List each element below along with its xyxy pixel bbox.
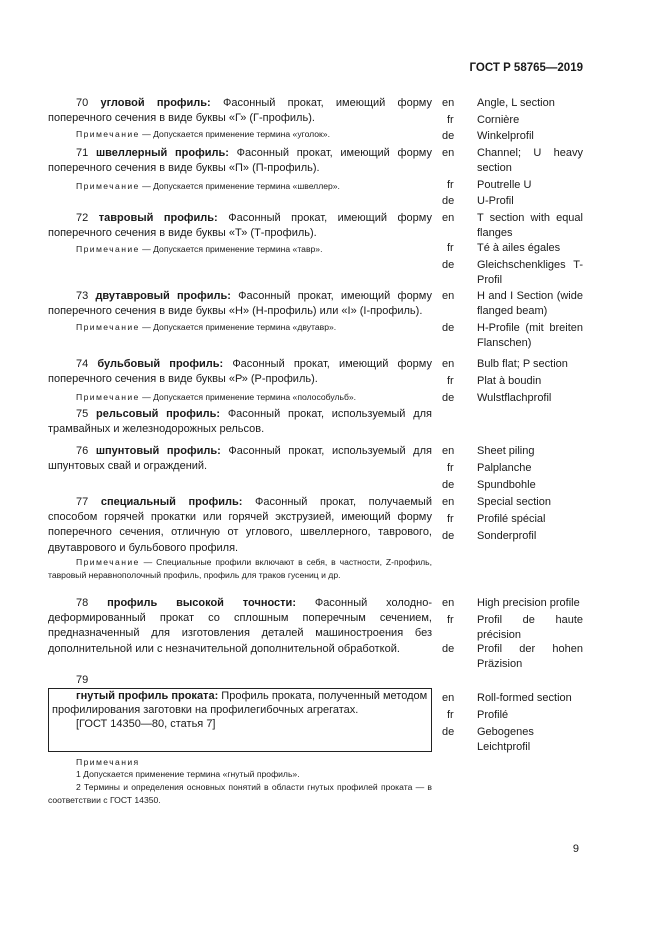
lang-term: Special section [477, 496, 551, 508]
lang-term: H-Profile (mit breiten Flanschen) [477, 322, 583, 349]
term-number: 73 [76, 290, 89, 302]
lang-code: de [442, 322, 455, 334]
term-note-70 [48, 128, 432, 141]
term-number: 72 [76, 212, 89, 224]
term-definition: Фасонный прокат, используемый для шпунтовых свай и ограждений. [48, 445, 432, 473]
note-text: — Допускается применение термина «тавр». [142, 244, 323, 254]
lang-code: de [442, 530, 455, 542]
lang-code: de [442, 479, 455, 491]
term-definition: Фасонный прокат, имеющий форму поперечного сечения в виде буквы «Н» (Н-профиль) или «I» (I-профиль). [48, 290, 432, 318]
note-text: — Допускается применение термина «уголок». [142, 129, 330, 139]
lang-term: Profil der hohen Präzision [477, 643, 583, 670]
lang-term: Bulb flat; P section [477, 358, 568, 370]
lang-code: fr [447, 114, 454, 126]
term-note-73 [48, 321, 432, 334]
lang-code: en [442, 290, 455, 302]
term-definition: Фасонный прокат, используемый для трамвайных и железнодорожных рельсов. [48, 408, 432, 436]
term-entry-73 [48, 289, 432, 319]
term-entry-75 [48, 407, 432, 437]
term-definition: Фасонный холодно-деформированный прокат со сплошным поперечным сечением, предназначенный для изготовления деталей машиностроения без дополнительной или с незначительной дополнительной обработкой. [48, 597, 433, 655]
lang-code: fr [447, 513, 454, 525]
term-entry-74 [48, 357, 432, 387]
note-text: — Допускается применение термина «полособульб». [142, 392, 357, 402]
lang-code: de [442, 392, 455, 404]
lang-term: Wulstflachprofil [477, 392, 552, 404]
note-label: Примечание [76, 557, 140, 567]
term-definition: Фасонный прокат, получаемый способом горячей прокатки или горячей экструзией, имеющий форму поперечного сечения, отличную от углового, швеллерного, таврового, двутаврового и бульбового профиля. [48, 496, 432, 554]
term-name: бульбовый профиль: [97, 358, 224, 370]
lang-code: en [442, 358, 455, 370]
lang-code: de [442, 259, 455, 271]
lang-code: en [442, 147, 455, 159]
lang-code: de [442, 195, 455, 207]
term-number: 76 [76, 445, 89, 457]
term-note-77 [48, 556, 432, 581]
term-entry-70 [48, 96, 432, 126]
lang-code: fr [447, 462, 454, 474]
lang-code: de [442, 726, 455, 738]
note-text: — Допускается применение термина «швеллер». [142, 181, 340, 191]
term-entry-79 [52, 689, 430, 732]
note-text: — Допускается применение термина «двутавр». [142, 322, 337, 332]
lang-term: U-Profil [477, 195, 514, 207]
lang-term: Sheet piling [477, 445, 535, 457]
lang-code: en [442, 496, 455, 508]
lang-term: Roll-formed section [477, 692, 572, 704]
term-name: гнутый профиль проката: [76, 690, 219, 702]
lang-term: Plat à boudin [477, 375, 542, 387]
lang-term: Palplanche [477, 462, 532, 474]
term-number: 79 [76, 674, 89, 686]
notes-label: Примечания [76, 757, 140, 767]
term-note-74 [48, 391, 432, 404]
term-number: 78 [76, 597, 89, 609]
term-note-79-1: 1 Допускается применение термина «гнутый профиль». [76, 769, 300, 779]
standard-designation: ГОСТ Р 58765—2019 [469, 62, 583, 74]
term-definition: Фасонный прокат, имеющий форму поперечного сечения в виде буквы «Т» (Т-профиль). [48, 212, 432, 240]
term-name: рельсовый профиль: [96, 408, 221, 420]
term-name: швеллерный профиль: [95, 147, 229, 159]
lang-term: T section with equal flanges [477, 212, 583, 239]
term-number: 74 [76, 358, 89, 370]
term-number: 70 [76, 97, 89, 109]
lang-code: fr [447, 709, 454, 721]
term-entry-78 [48, 596, 432, 657]
note-text: — Специальные профили включают в себя, в частности, Z-профиль, тавровый неравнополочный профиль, профиль для траков гусениц и др. [48, 557, 433, 580]
term-name: угловой профиль: [100, 97, 211, 109]
lang-code: en [442, 692, 455, 704]
term-definition: Фасонный прокат, имеющий форму поперечного сечения в виде буквы «Г» (Г-профиль). [48, 97, 432, 125]
lang-term: Profilé spécial [477, 513, 546, 525]
lang-term: Té à ailes égales [477, 242, 561, 254]
term-note-79-2: 2 Термины и определения основных понятий в области гнутых профилей проката — в соответствии с ГОСТ 14350. [48, 782, 432, 805]
term-entry-76 [48, 444, 432, 474]
lang-code: fr [447, 614, 454, 626]
note-label: Примечание [76, 129, 140, 139]
lang-term: High precision profile [477, 597, 580, 609]
note-label: Примечание [76, 244, 140, 254]
lang-term: Spundbohle [477, 479, 536, 491]
lang-term: Winkelprofil [477, 130, 534, 142]
page-number: 9 [572, 843, 579, 855]
lang-term: H and I Section (wide flanged beam) [477, 290, 583, 317]
lang-code: de [442, 643, 455, 655]
term-entry-77 [48, 495, 432, 556]
term-note-72 [48, 243, 432, 256]
lang-code: fr [447, 375, 454, 387]
term-name: шпунтовый профиль: [95, 445, 221, 457]
lang-code: en [442, 97, 455, 109]
lang-code: de [442, 130, 455, 142]
lang-code: en [442, 445, 455, 457]
lang-code: fr [447, 179, 454, 191]
term-definition: Профиль проката, полученный методом профилирования заготовки на профилегибочных агрегатах. [52, 690, 428, 717]
lang-term: Profil de haute précision [477, 614, 583, 641]
term-definition: Фасонный прокат, имеющий форму поперечного сечения в виде буквы «Р» (Р-профиль). [48, 358, 432, 386]
lang-term: Gebogenes Leichtprofil [477, 726, 534, 753]
lang-term: Poutrelle U [477, 179, 532, 191]
term-name: специальный профиль: [100, 496, 243, 508]
term-definition: Фасонный прокат, имеющий форму поперечного сечения в виде буквы «П» (П-профиль). [48, 147, 432, 175]
lang-code: fr [447, 242, 454, 254]
term-number: 75 [76, 408, 89, 420]
lang-term: Sonderprofil [477, 530, 537, 542]
note-label: Примечание [76, 322, 140, 332]
term-entry-72 [48, 211, 432, 241]
term-number: 71 [76, 147, 89, 159]
term-note-71 [48, 180, 432, 193]
term-name: профиль высокой точности: [107, 597, 296, 609]
lang-term: Angle, L section [477, 97, 555, 109]
lang-code: en [442, 212, 455, 224]
term-name: тавровый профиль: [98, 212, 218, 224]
lang-term: Cornière [477, 114, 520, 126]
lang-code: en [442, 597, 455, 609]
term-name: двутавровый профиль: [95, 290, 231, 302]
note-label: Примечание [76, 181, 140, 191]
lang-term: Channel; U heavy section [477, 147, 583, 174]
notes-heading [76, 756, 432, 769]
note-label: Примечание [76, 392, 140, 402]
lang-term: Gleichschenkliges T-Profil [477, 259, 583, 286]
lang-term: Profilé [477, 709, 509, 721]
term-number: 77 [76, 496, 89, 508]
term-reference: [ГОСТ 14350—80, статья 7] [76, 718, 216, 731]
term-entry-71 [48, 146, 432, 176]
